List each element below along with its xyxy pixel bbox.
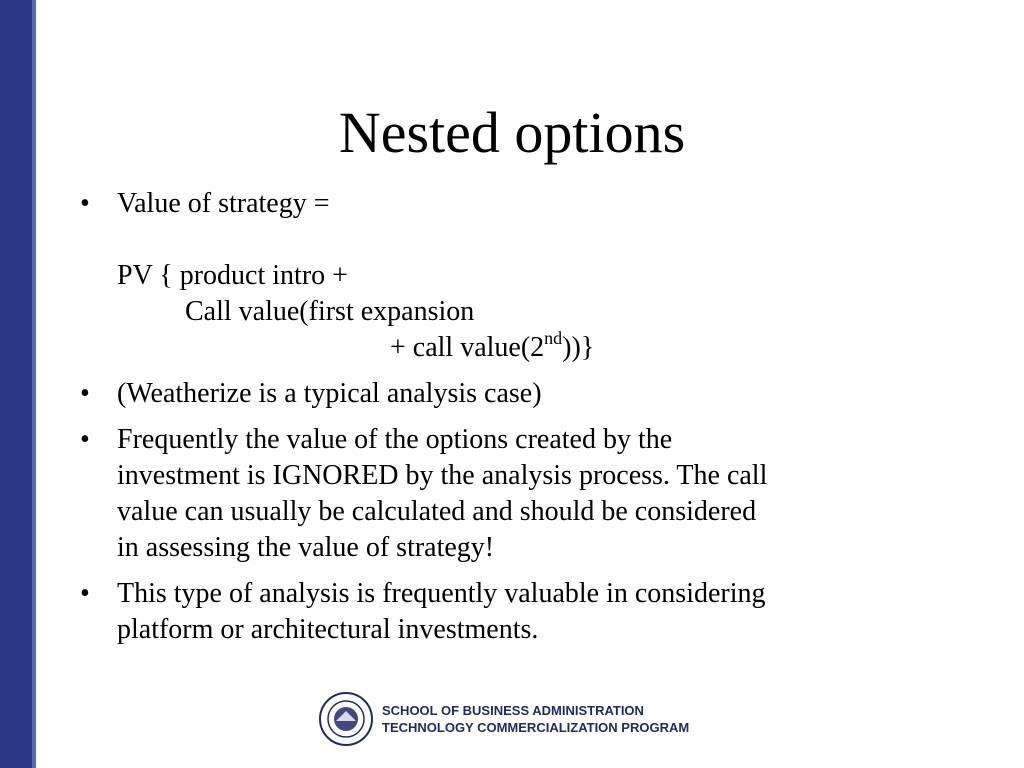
slide-title: Nested options — [338, 100, 686, 165]
footer-line-program: TECHNOLOGY COMMERCIALIZATION PROGRAM — [382, 720, 690, 735]
footer-logo — [318, 690, 693, 748]
formula-line: Call value(first expansion — [185, 296, 475, 327]
bullet-icon: • — [80, 188, 90, 219]
bullet-item-options-ignored — [80, 422, 960, 566]
blank-line — [117, 222, 960, 258]
formula-line: PV { product intro + — [117, 260, 348, 291]
bullet-item-strategy — [80, 186, 960, 366]
bullet-line: This type of analysis is frequently valuable in considering — [117, 578, 766, 609]
footer-line-school: SCHOOL OF BUSINESS ADMINISTRATION — [382, 703, 644, 718]
university-seal-icon — [318, 691, 374, 747]
bullet-line: Value of strategy = — [117, 188, 330, 219]
bullet-icon: • — [80, 424, 90, 455]
formula-line — [117, 327, 960, 366]
bullet-icon: • — [80, 378, 90, 409]
bullet-item-platform — [80, 576, 960, 648]
bullet-line: investment is IGNORED by the analysis process. The call — [117, 460, 768, 491]
formula-text: ))} — [562, 332, 595, 363]
bullet-line: platform or architectural investments. — [117, 614, 539, 645]
bullet-line: (Weatherize is a typical analysis case) — [117, 378, 542, 409]
bullet-line: value can usually be calculated and should be considered — [117, 496, 757, 527]
bullet-item-weatherize — [80, 376, 960, 412]
formula-text: + call value(2 — [390, 332, 545, 363]
slide-body — [80, 186, 960, 658]
bullet-line: Frequently the value of the options created by the — [117, 424, 673, 455]
bullet-line: in assessing the value of strategy! — [117, 532, 495, 563]
footer-text-block — [378, 702, 693, 736]
bullet-icon: • — [80, 578, 90, 609]
superscript-text: nd — [544, 327, 563, 348]
